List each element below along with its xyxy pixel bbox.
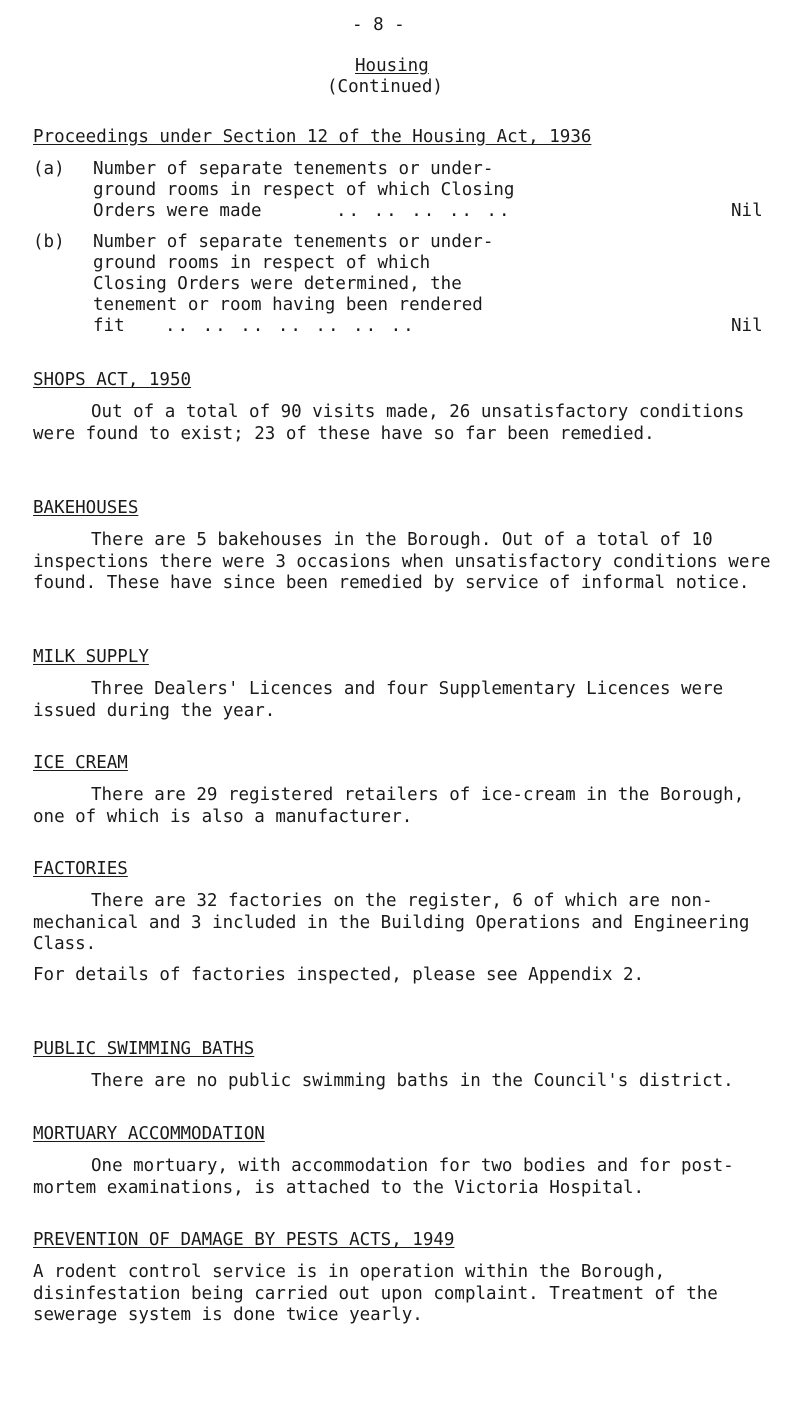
item-a-label: (a): [33, 159, 65, 179]
item-b-value: Nil: [731, 316, 763, 336]
item-a-leader-dots: .. .. .. .. ..: [336, 201, 512, 221]
paragraph-bakehouses: There are 5 bakehouses in the Borough. Out of a total of 10 inspections there were 3 occasions when unsatisfactory conditions were found. These have since been remedied by service of informal notice.: [33, 530, 771, 593]
paragraph-ice-cream: There are 29 registered retailers of ice-cream in the Borough, one of which is also a manufacturer.: [33, 785, 745, 827]
page-number: - 8 -: [352, 15, 405, 35]
paragraph-shops-act: Out of a total of 90 visits made, 26 unsatisfactory conditions were found to exist; 23 of these have so far been remedied.: [33, 402, 745, 444]
paragraph-factories-2: For details of factories inspected, please see Appendix 2.: [33, 965, 645, 985]
section-heading-bakehouses: BAKEHOUSES: [33, 498, 139, 518]
section-heading-pests: PREVENTION OF DAMAGE BY PESTS ACTS, 1949: [33, 1230, 455, 1250]
section-heading-swimming-baths: PUBLIC SWIMMING BATHS: [33, 1039, 255, 1059]
section-heading-factories: FACTORIES: [33, 859, 128, 879]
item-a-line-1: Number of separate tenements or under-: [93, 159, 494, 179]
page-title: Housing: [355, 56, 429, 76]
item-a-value: Nil: [731, 201, 763, 221]
section-heading-shops-act: SHOPS ACT, 1950: [33, 370, 192, 390]
item-a-line-2: ground rooms in respect of which Closing: [93, 180, 515, 200]
paragraph-swimming-baths: There are no public swimming baths in the Council's district.: [91, 1071, 734, 1091]
section-heading-ice-cream: ICE CREAM: [33, 753, 128, 773]
item-b-label: (b): [33, 232, 65, 252]
paragraph-milk-supply: Three Dealers' Licences and four Supplementary Licences were issued during the year.: [33, 679, 724, 721]
paragraph-pests: A rodent control service is in operation within the Borough, disinfestation being carried out upon complaint. Treatment of the sewerage system is done twice yearly.: [33, 1262, 718, 1325]
item-b-leader-dots: .. .. .. .. .. .. ..: [165, 316, 416, 336]
paragraph-factories-1: There are 32 factories on the register, 6 of which are non-mechanical and 3 included in the Building Operations and Engineering Class.: [33, 891, 750, 954]
section-heading-mortuary: MORTUARY ACCOMMODATION: [33, 1124, 265, 1144]
item-b-line-2: ground rooms in respect of which: [93, 253, 431, 273]
page-subtitle: (Continued): [327, 77, 443, 97]
paragraph-mortuary: One mortuary, with accommodation for two bodies and for post-mortem examinations, is attached to the Victoria Hospital.: [33, 1156, 734, 1198]
item-b-line-5: fit: [93, 316, 125, 336]
section-heading-milk-supply: MILK SUPPLY: [33, 647, 149, 667]
item-b-line-1: Number of separate tenements or under-: [93, 232, 494, 252]
item-b-line-4: tenement or room having been rendered: [93, 295, 483, 315]
item-b-line-3: Closing Orders were determined, the: [93, 274, 462, 294]
item-a-line-3: Orders were made: [93, 201, 262, 221]
section-heading-proceedings: Proceedings under Section 12 of the Housing Act, 1936: [33, 127, 592, 147]
